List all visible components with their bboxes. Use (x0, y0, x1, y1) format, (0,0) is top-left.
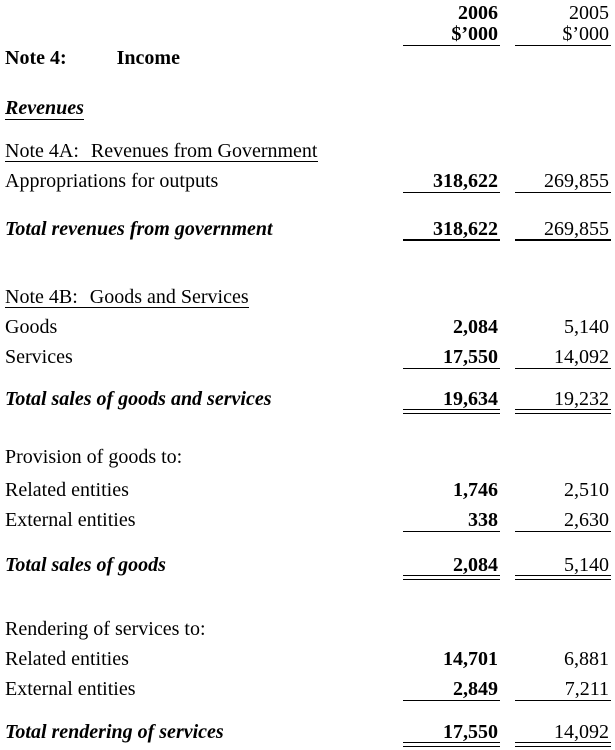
table-row-external-entities-services (5, 679, 611, 701)
note4b-number: Note 4B: (5, 286, 78, 308)
row-label: External entities (5, 678, 136, 700)
table-row-total-sales-of-goods (5, 555, 611, 580)
unit-2005-header: $’000 (515, 24, 611, 46)
value-2005: 269,855 (515, 219, 611, 241)
table-row-appropriations (5, 171, 611, 193)
note4a-number: Note 4A: (5, 140, 79, 162)
value-2006: 17,550 (403, 347, 500, 369)
value-2006: 2,084 (403, 555, 500, 580)
value-2006: 19,634 (403, 389, 500, 414)
total-label: Total revenues from government (5, 218, 273, 240)
value-2006: 318,622 (403, 171, 500, 193)
value-2006: 17,550 (403, 722, 500, 747)
table-row-services (5, 347, 611, 369)
value-2005: 5,140 (564, 316, 609, 338)
note-title-row (5, 48, 611, 68)
row-label: External entities (5, 509, 136, 531)
row-label: Related entities (5, 479, 129, 501)
year-2006-header: 2006 (458, 2, 498, 24)
total-label: Total rendering of services (5, 721, 224, 743)
unit-2006-header: $’000 (403, 24, 500, 46)
table-row-related-entities-services (5, 649, 611, 669)
spacer-cell (5, 2, 388, 24)
value-2005: 7,211 (515, 679, 611, 701)
value-2005: 5,140 (515, 555, 611, 580)
row-label: Goods (5, 316, 58, 338)
value-2006: 2,849 (403, 679, 500, 701)
row-label: Related entities (5, 648, 129, 670)
value-2005: 269,855 (515, 171, 611, 193)
note-title (5, 48, 388, 68)
row-label: Services (5, 346, 73, 368)
value-2006: 318,622 (403, 219, 500, 241)
value-2005: 6,881 (564, 648, 609, 670)
caption: Rendering of services to: (5, 618, 206, 640)
total-label: Total sales of goods (5, 554, 166, 576)
table-row-total-revenues-government (5, 219, 611, 241)
note4a-heading (5, 141, 318, 162)
table-row-total-sales-goods-services (5, 389, 611, 414)
caption-row-provision-of-goods (5, 447, 611, 467)
table-row-total-rendering-of-services (5, 722, 611, 747)
note-name: Income (116, 47, 180, 69)
table-row-related-entities-goods (5, 480, 611, 500)
value-2005: 2,630 (515, 510, 611, 532)
caption-row-rendering-of-services (5, 619, 611, 639)
value-2005: 19,232 (515, 389, 611, 414)
value-2005: 14,092 (515, 722, 611, 747)
note4b-name: Goods and Services (89, 286, 249, 308)
value-2006: 14,701 (443, 648, 498, 670)
year-2005-header: 2005 (569, 2, 609, 24)
value-2006: 338 (403, 510, 500, 532)
column-header-units (5, 24, 611, 46)
total-label: Total sales of goods and services (5, 388, 272, 410)
note4b-heading-row (5, 287, 611, 308)
note4a-name: Revenues from Government (90, 140, 318, 162)
table-row-goods (5, 317, 611, 337)
value-2005: 2,510 (564, 479, 609, 501)
value-2005: 14,092 (515, 347, 611, 369)
table-row-external-entities-goods (5, 510, 611, 532)
note4b-heading (5, 287, 249, 308)
revenues-heading: Revenues (5, 97, 84, 119)
note4a-heading-row (5, 141, 611, 162)
row-label: Appropriations for outputs (5, 170, 219, 192)
column-header-years (5, 2, 611, 24)
value-2006: 2,084 (453, 316, 498, 338)
note-number: Note 4: (5, 47, 67, 69)
value-2006: 1,746 (453, 479, 498, 501)
revenues-heading-row (5, 98, 611, 120)
caption: Provision of goods to: (5, 446, 183, 468)
spacer-cell (5, 24, 388, 46)
